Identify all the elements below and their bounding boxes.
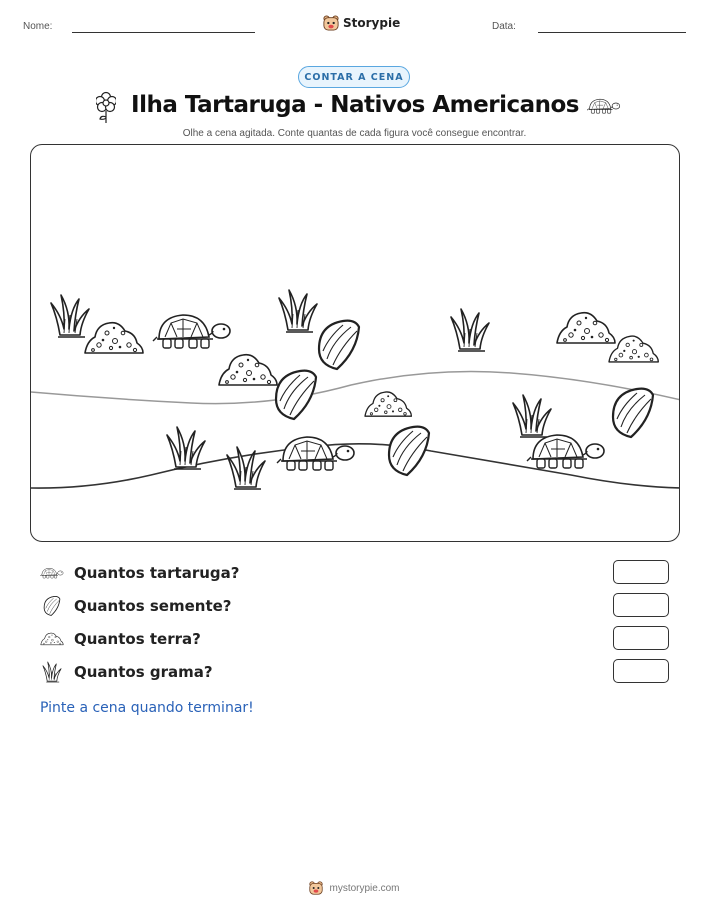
turtle-icon <box>587 96 621 116</box>
dirt-4 <box>609 336 658 362</box>
name-field[interactable] <box>72 32 255 33</box>
answer-box-turtle[interactable] <box>613 560 669 584</box>
grass-icon <box>40 661 64 683</box>
question-dirt <box>40 627 201 651</box>
question-text: Quantos tartaruga? <box>74 564 240 582</box>
turtle-2 <box>277 437 354 470</box>
date-label: Data: <box>492 21 516 32</box>
brand-logo <box>323 14 400 32</box>
seed-4 <box>389 427 429 475</box>
activity-badge: CONTAR A CENA <box>298 66 410 88</box>
page-title: Ilha Tartaruga - Nativos Americanos <box>131 92 579 118</box>
brand-name: Storypie <box>343 16 401 30</box>
grass-3 <box>451 309 489 351</box>
seed-3 <box>613 389 653 437</box>
grass-4 <box>513 395 551 437</box>
seed-icon <box>40 595 64 617</box>
question-text: Quantos semente? <box>74 597 232 615</box>
turtle-icon <box>40 565 64 581</box>
dirt-1 <box>85 323 143 353</box>
question-seed <box>40 594 232 618</box>
date-field[interactable] <box>538 32 686 33</box>
answer-box-grass[interactable] <box>613 659 669 683</box>
turtle-1 <box>153 315 230 348</box>
question-text: Quantos terra? <box>74 630 201 648</box>
seed-2 <box>276 371 316 419</box>
bear-logo-icon <box>323 14 339 32</box>
answer-box-seed[interactable] <box>613 593 669 617</box>
seed-1 <box>319 321 359 369</box>
question-turtle <box>40 561 239 585</box>
grass-2 <box>279 290 317 332</box>
coloring-instruction: Pinte a cena quando terminar! <box>40 700 254 716</box>
answer-box-dirt[interactable] <box>613 626 669 650</box>
dirt-2 <box>219 355 277 385</box>
bear-logo-icon <box>309 880 323 896</box>
grass-5 <box>167 427 205 469</box>
dirt-5 <box>365 392 411 416</box>
instructions: Olhe a cena agitada. Conte quantas de cada figura você consegue encontrar. <box>182 128 527 139</box>
dirt-icon <box>40 631 64 647</box>
back-hill-line <box>31 372 680 404</box>
turtle-3 <box>527 435 604 468</box>
dirt-3 <box>557 313 615 343</box>
counting-scene <box>30 144 680 542</box>
name-label: Nome: <box>23 21 53 32</box>
grass-1 <box>51 295 89 337</box>
site-footer <box>0 880 709 896</box>
question-text: Quantos grama? <box>74 663 213 681</box>
site-url[interactable]: mystorypie.com <box>329 882 400 894</box>
question-grass <box>40 660 213 684</box>
